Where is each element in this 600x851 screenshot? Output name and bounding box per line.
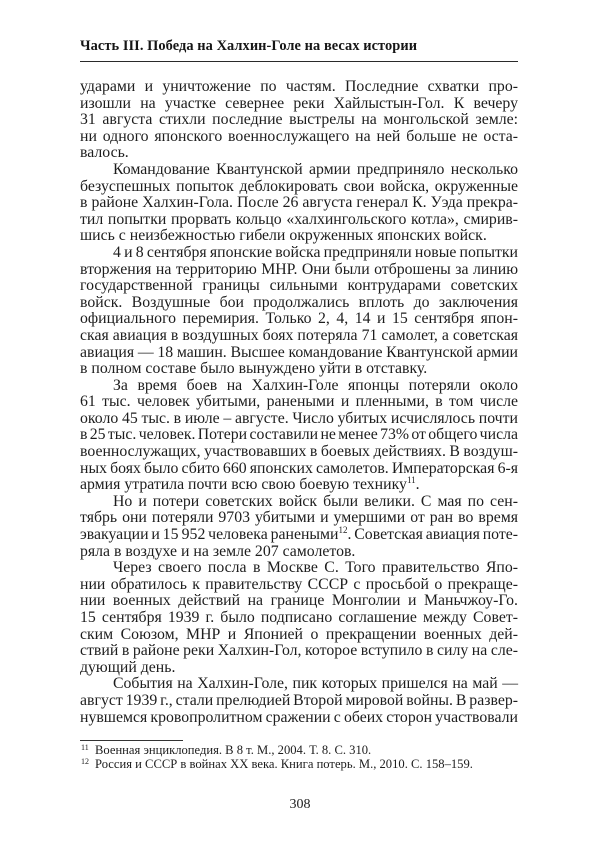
text-line [80,311,518,328]
line-text: безуспешных попыток деблокировать свои войска, окруженные [80,177,518,195]
text-line [80,560,518,577]
line-text: изошли на участке севернее реки Хайлыстын-Гол. К вечеру [80,94,518,112]
footnote-marker: 11 [81,743,89,752]
page-number: 308 [289,797,311,812]
line-text: валось. [80,144,129,162]
line-text: тил попытки прорвать кольцо «халхингольского котла», смирив- [80,210,518,228]
text-line [80,444,518,461]
paragraph [80,162,518,245]
line-text: 4 и 8 сентября японские войска предприняли новые попытки [113,243,518,261]
line-text: ствий в районе реки Халхин-Гол, которое вступило в силу на сле- [80,642,518,660]
footnote-separator [80,740,183,741]
footnote-text: Военная энциклопедия. В 8 т. М., 2004. Т. 8. С. 310. [95,743,372,757]
line-text: в 25 тыс. человек. Потери составили не менее 73% от общего числа [80,426,518,444]
text-line [80,577,518,594]
text-line [80,411,518,428]
text-line [80,527,518,544]
footnote-text: Россия и СССР в войнах XX века. Книга потерь. М., 2010. С. 158–159. [95,756,473,771]
line-text [80,476,420,493]
text-line [80,693,518,710]
running-header: Часть III. Победа на Халхин-Голе на весах истории [80,38,418,54]
text-line [80,328,518,345]
line-text: ряла в воздухе и на земле 207 самолетов. [80,542,356,560]
line-text: в районе Халхин-Гола. После 26 августа генерал К. Уэда прекра- [80,194,518,212]
line-text-segment: . [415,476,420,494]
text-line [80,427,518,444]
text-line [80,278,518,295]
text-line [80,494,518,511]
text-line [80,510,518,527]
text-line [80,145,518,162]
line-text: официального перемирия. Только 2, 4, 14 и 15 сентября япон- [80,310,518,328]
line-text: ударами и уничтожение по частям. Последние схватки про- [80,78,518,95]
text-line [80,345,518,362]
paragraph [80,79,518,162]
line-text: около 45 тыс. в июле – августе. Число убитых исчислялось почти [80,409,518,427]
text-line [80,96,518,113]
line-text: За время боев на Халхин-Голе японцы потеряли около [113,376,518,394]
line-text: ных боях было сбито 660 японских самолетов. Императорская 6-я [80,459,518,477]
footnote-12 [80,758,473,773]
line-text: ская авиация в воздушных боях потеряла 71 самолет, а советская [80,326,518,344]
line-text: нии военных действий на границе Монголии и Маньчжоу-Го. [80,592,518,610]
line-text: военнослужащих, участвовавших в боевых действиях. В воздуш- [80,443,518,461]
text-line [80,179,518,196]
line-text: дующий день. [80,658,176,676]
line-text: вторжения на территорию МНР. Они были отброшены за линию [80,260,518,278]
line-text: август 1939 г., стали прелюдией Второй мировой войны. В развер- [80,691,518,709]
text-line [80,262,518,279]
line-text: войск. Воздушные бои продолжались вплоть до заключения [80,293,518,311]
line-text: События на Халхин-Голе, пик которых пришелся на май — [113,675,518,693]
line-text: ским Союзом, МНР и Японией о прекращении военных дей- [80,625,518,643]
text-line [80,660,518,677]
text-line [80,212,518,229]
line-text: тябрь они потеряли 9703 убитыми и умершими от ран во время [80,509,518,527]
text-line [80,162,518,179]
text-line [80,79,518,96]
text-line [80,195,518,212]
text-line [80,461,518,478]
text-line [80,245,518,262]
line-text: 61 тыс. человек убитыми, ранеными и пленными, в том числе [80,393,518,411]
text-line [80,361,518,378]
line-text-segment: . Советская авиация поте- [347,526,519,544]
paragraph [80,245,518,378]
line-text: Но и потери советских войск были велики. С мая по сен- [113,492,518,510]
footnote-ref[interactable]: 11 [406,475,416,486]
line-text: Через своего посла в Москве С. Того правительство Япо- [113,559,518,577]
paragraph [80,494,518,560]
line-text: шись с неизбежностью гибели окруженных японских войск. [80,227,487,245]
text-line [80,228,518,245]
line-text: ни одного японского военнослужащего на ней больше не оста- [80,127,518,145]
body-text [80,79,518,726]
paragraph [80,560,518,676]
line-text: Командование Квантунской армии предприняло несколько [113,160,518,178]
text-line [80,627,518,644]
line-text: 15 сентября 1939 г. было подписано соглашение между Совет- [80,609,518,626]
line-text [80,526,518,543]
line-text: нувшемся кровопролитном сражении с обеих сторон участвовали [80,708,518,726]
text-line [80,593,518,610]
line-text-segment: эвакуации и 15 952 человека ранеными [80,526,339,544]
line-text: нии обратилось к правительству СССР с просьбой о прекраще- [80,575,518,593]
footnote-marker: 12 [81,756,89,766]
header-rule [80,61,518,62]
text-line [80,643,518,660]
line-text: государственной границы сильными контрударами советских [80,277,518,295]
text-line [80,676,518,693]
line-text: 31 августа стихли последние выстрелы на монгольской земле: [80,111,518,129]
line-text: авиация — 18 машин. Высшее командование Квантунской армии [80,343,518,361]
paragraph [80,378,518,494]
text-line [80,394,518,411]
text-line [80,295,518,312]
text-line [80,129,518,146]
paragraph [80,676,518,726]
footnote-ref[interactable]: 12 [338,525,348,536]
line-text-segment: армия утратила почти всю свою боевую технику [80,476,407,494]
text-line [80,378,518,395]
text-line [80,710,518,727]
line-text: в полном составе было вынуждено уйти в отставку. [80,360,428,378]
text-line [80,544,518,561]
text-line [80,477,518,494]
text-line [80,610,518,627]
text-line [80,112,518,129]
